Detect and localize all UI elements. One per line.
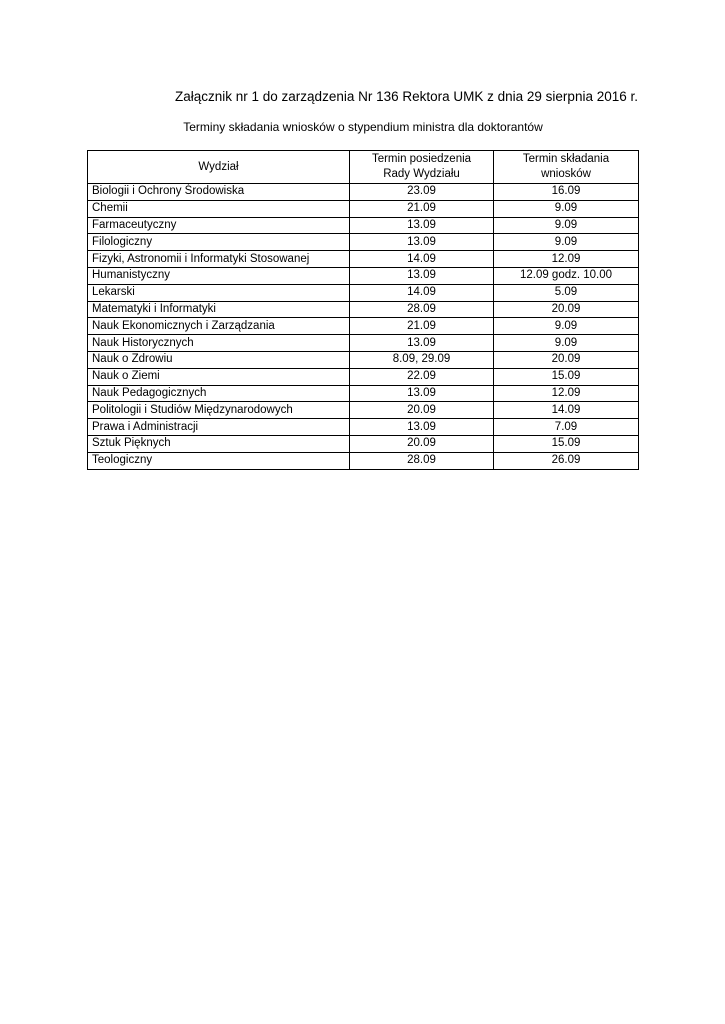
column-header-council-date: [350, 151, 494, 184]
table-row: [88, 284, 639, 301]
council-date-cell: 21.09: [350, 318, 494, 335]
submission-date-cell: 7.09: [494, 419, 639, 436]
submission-date-cell: 16.09: [494, 184, 639, 201]
column-header-faculty: [88, 151, 350, 184]
faculty-cell: Sztuk Pięknych: [88, 435, 350, 452]
council-date-cell: 21.09: [350, 200, 494, 217]
council-date-cell: 13.09: [350, 217, 494, 234]
council-date-cell: 13.09: [350, 335, 494, 352]
faculty-cell: Chemii: [88, 200, 350, 217]
table-row: [88, 385, 639, 402]
submission-date-cell: 20.09: [494, 301, 639, 318]
council-date-cell: 14.09: [350, 284, 494, 301]
faculty-cell: Nauk Ekonomicznych i Zarządzania: [88, 318, 350, 335]
council-date-cell: 13.09: [350, 267, 494, 284]
submission-date-cell: 9.09: [494, 234, 639, 251]
faculty-cell: Teologiczny: [88, 452, 350, 469]
council-date-cell: 13.09: [350, 234, 494, 251]
council-date-cell: 23.09: [350, 184, 494, 201]
table-row: [88, 368, 639, 385]
faculty-cell: Nauk o Ziemi: [88, 368, 350, 385]
table-row: [88, 419, 639, 436]
faculty-cell: Filologiczny: [88, 234, 350, 251]
submission-date-cell: 14.09: [494, 402, 639, 419]
faculty-cell: Nauk o Zdrowiu: [88, 351, 350, 368]
table-row: [88, 200, 639, 217]
faculty-cell: Biologii i Ochrony Środowiska: [88, 184, 350, 201]
table-row: [88, 234, 639, 251]
table-row: [88, 335, 639, 352]
faculty-cell: Humanistyczny: [88, 267, 350, 284]
table-header: [88, 151, 639, 184]
faculty-cell: Nauk Pedagogicznych: [88, 385, 350, 402]
faculty-cell: Prawa i Administracji: [88, 419, 350, 436]
column-header-submission-date: [494, 151, 639, 184]
submission-date-cell: 15.09: [494, 368, 639, 385]
column-header-council-line2: Rady Wydziału: [383, 168, 460, 180]
table-row: [88, 402, 639, 419]
submission-date-cell: 12.09: [494, 251, 639, 268]
submission-date-cell: 9.09: [494, 217, 639, 234]
submission-date-cell: 9.09: [494, 200, 639, 217]
submission-date-cell: 15.09: [494, 435, 639, 452]
submission-date-cell: 5.09: [494, 284, 639, 301]
submission-date-cell: 20.09: [494, 351, 639, 368]
submission-date-cell: 9.09: [494, 335, 639, 352]
column-header-council-line1: Termin posiedzenia: [371, 153, 472, 165]
header-row: [88, 151, 639, 184]
column-header-submission-line2: wniosków: [541, 168, 591, 180]
faculty-cell: Matematyki i Informatyki: [88, 301, 350, 318]
submission-date-cell: 12.09 godz. 10.00: [494, 267, 639, 284]
faculty-cell: Farmaceutyczny: [88, 217, 350, 234]
table-row: [88, 217, 639, 234]
table-row: [88, 184, 639, 201]
column-header-submission-line1: Termin składania: [522, 153, 610, 165]
submission-date-cell: 9.09: [494, 318, 639, 335]
council-date-cell: 8.09, 29.09: [350, 351, 494, 368]
table-row: [88, 267, 639, 284]
submission-date-cell: 26.09: [494, 452, 639, 469]
table-row: [88, 318, 639, 335]
table-row: [88, 351, 639, 368]
document-heading: Załącznik nr 1 do zarządzenia Nr 136 Rektora UMK z dnia 29 sierpnia 2016 r.: [175, 89, 638, 104]
faculty-cell: Politologii i Studiów Międzynarodowych: [88, 402, 350, 419]
faculty-cell: Nauk Historycznych: [88, 335, 350, 352]
council-date-cell: 13.09: [350, 385, 494, 402]
table-row: [88, 435, 639, 452]
faculty-cell: Fizyki, Astronomii i Informatyki Stosowanej: [88, 251, 350, 268]
council-date-cell: 13.09: [350, 419, 494, 436]
council-date-cell: 22.09: [350, 368, 494, 385]
table-row: [88, 452, 639, 469]
council-date-cell: 14.09: [350, 251, 494, 268]
faculty-cell: Lekarski: [88, 284, 350, 301]
table-body: [88, 184, 639, 470]
submission-date-cell: 12.09: [494, 385, 639, 402]
table-row: [88, 301, 639, 318]
council-date-cell: 28.09: [350, 301, 494, 318]
council-date-cell: 20.09: [350, 402, 494, 419]
council-date-cell: 20.09: [350, 435, 494, 452]
column-header-faculty-label: Wydział: [198, 160, 239, 173]
table-row: [88, 251, 639, 268]
council-date-cell: 28.09: [350, 452, 494, 469]
document-subheading: Terminy składania wniosków o stypendium ministra dla doktorantów: [183, 120, 543, 134]
deadlines-table: [87, 150, 639, 470]
